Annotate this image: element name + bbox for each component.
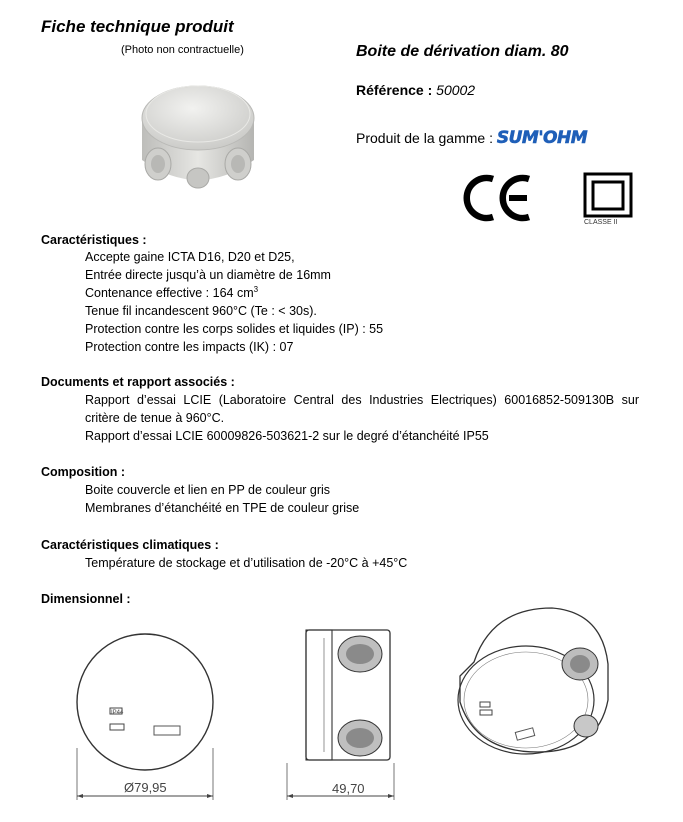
reference-value: 50002 <box>436 82 476 98</box>
classe-ii-label: CLASSE II <box>584 219 618 226</box>
list-item: Entrée directe jusqu’à un diamètre de 16mm <box>85 268 331 282</box>
product-photo <box>128 60 268 200</box>
section-body-caracteristiques <box>85 248 383 356</box>
dimension-diameter-label: Ø79,95 <box>124 780 167 795</box>
list-item: Boite couvercle et lien en PP de couleur gris <box>85 483 331 497</box>
list-item: Accepte gaine ICTA D16, D20 et D25, <box>85 250 295 264</box>
reference-label: Référence : <box>356 82 433 98</box>
section-body-climatiques <box>85 554 407 572</box>
list-item: Contenance effective : 164 $cm^3$ <box>85 284 259 300</box>
range-label: Produit de la gamme : <box>356 130 493 146</box>
section-title-documents: Documents et rapport associés : <box>41 375 235 389</box>
brand-logo: SUM'OHM <box>496 128 588 148</box>
list-item: Rapport d’essai LCIE (Laboratoire Central des Industries Electriques) 60016852-509130B sur critère de tenue à 960°C. <box>85 393 639 425</box>
svg-text:IP44: IP44 <box>111 710 124 716</box>
superscript: 3 <box>253 284 259 294</box>
list-item: Rapport d’essai LCIE 60009826-503621-2 sur le degré d’étanchéité IP55 <box>85 429 489 443</box>
section-title-climatiques: Caractéristiques climatiques : <box>41 538 219 552</box>
list-item: Température de stockage et d’utilisation de -20°C à +45°C <box>85 556 408 570</box>
list-item: Tenue fil incandescent 960°C (Te : < 30s). <box>85 304 317 318</box>
list-item: Protection contre les corps solides et liquides (IP) : 55 <box>85 322 384 336</box>
reference-row <box>356 82 475 98</box>
section-title-composition: Composition : <box>41 465 126 479</box>
ce-mark-icon <box>463 173 535 223</box>
drawing-iso-view <box>452 602 617 762</box>
page-title: Fiche technique produit <box>41 17 234 36</box>
list-item: Protection contre les impacts (IK) : 07 <box>85 340 294 354</box>
product-name: Boite de dérivation diam. 80 <box>356 43 569 60</box>
section-title-dimensionnel: Dimensionnel : <box>41 592 131 606</box>
section-body-composition <box>85 481 359 517</box>
section-title-caracteristiques: Caractéristiques : <box>41 233 147 247</box>
list-item: Membranes d’étanchéité en TPE de couleur grise <box>85 501 360 515</box>
classe-ii-icon <box>583 172 633 218</box>
range-row <box>356 128 587 148</box>
section-body-documents <box>85 391 639 445</box>
dimension-height-label: 49,70 <box>332 781 365 796</box>
photo-note: (Photo non contractuelle) <box>121 44 244 56</box>
